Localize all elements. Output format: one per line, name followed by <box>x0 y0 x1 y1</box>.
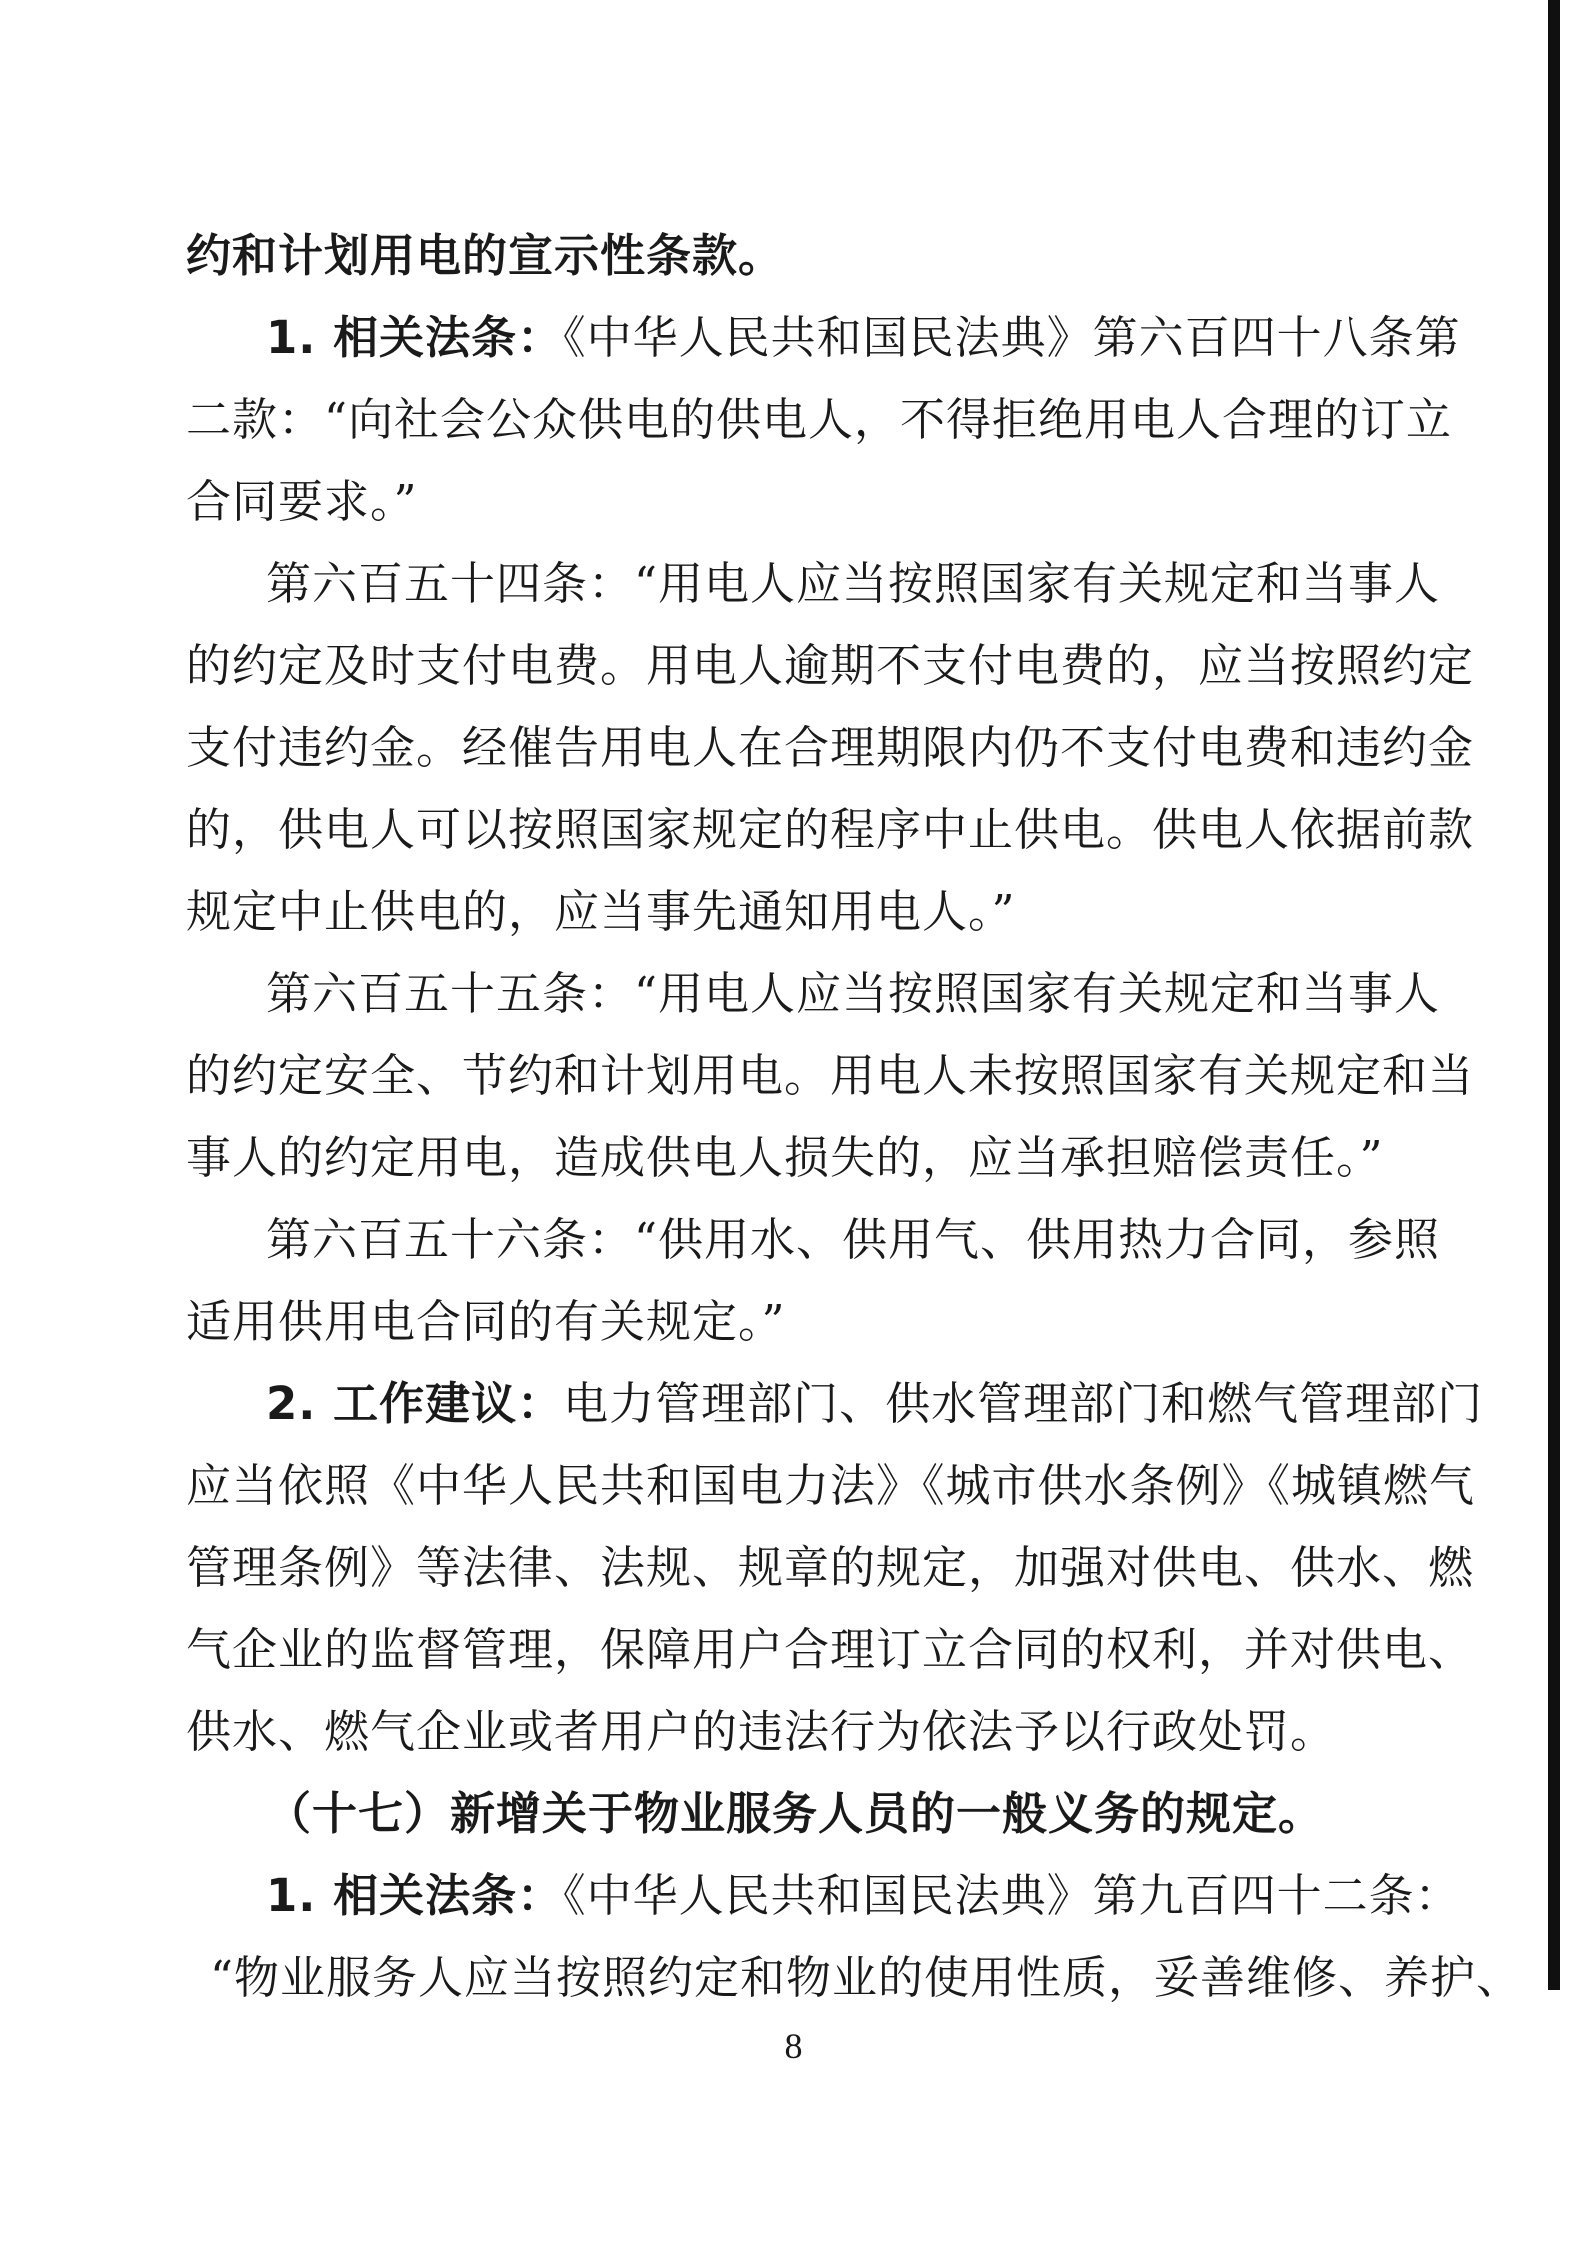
text-line: 支付违约金。经催告用电人在合理期限内仍不支付电费和违约金 <box>186 721 1475 774</box>
text-line: 的约定安全、节约和计划用电。用电人未按照国家有关规定和当 <box>186 1049 1475 1102</box>
text-run: 电力管理部门、供水管理部门和燃气管理部门 <box>563 1377 1484 1430</box>
text-run: 第六百四十八条第 <box>1092 311 1461 364</box>
text-line: 的，供电人可以按照国家规定的程序中止供电。供电人依据前款 <box>186 803 1475 856</box>
text-line: 第六百五十四条：“用电人应当按照国家有关规定和当事人 <box>266 557 1441 610</box>
text-line: 规定中止供电的，应当事先通知用电人。” <box>186 885 1016 938</box>
document-body <box>186 215 1523 2019</box>
text-line <box>186 297 1461 379</box>
text-line: 应当依照《中华人民共和国电力法》《城市供水条例》《城镇燃气 <box>186 1459 1476 1512</box>
text-run: 第九百四十二条： <box>1092 1869 1461 1922</box>
section-label: 1. 相关法条： <box>266 1869 564 1922</box>
text-line <box>186 1855 1461 1937</box>
text-line: 管理条例》等法律、法规、规章的规定，加强对供电、供水、燃 <box>186 1541 1475 1594</box>
text-line: 约和计划用电的宣示性条款。 <box>186 229 785 282</box>
text-line <box>186 1363 1484 1445</box>
text-line: 合同要求。” <box>186 475 418 528</box>
text-line: 第六百五十六条：“供用水、供用气、供用热力合同，参照 <box>266 1213 1441 1266</box>
law-title: 《中华人民共和国民法典》 <box>563 311 1093 364</box>
law-title: 《中华人民共和国民法典》 <box>563 1869 1093 1922</box>
text-line: 事人的约定用电，造成供电人损失的，应当承担赔偿责任。” <box>186 1131 1384 1184</box>
text-line: 适用供用电合同的有关规定。” <box>186 1295 786 1348</box>
scan-edge-bar <box>1548 0 1560 1990</box>
section-heading: （十七）新增关于物业服务人员的一般义务的规定。 <box>266 1787 1325 1840</box>
section-label: 2. 工作建议： <box>266 1377 564 1430</box>
text-line: 供水、燃气企业或者用户的违法行为依法予以行政处罚。 <box>186 1705 1337 1758</box>
text-line: “物业服务人应当按照约定和物业的使用性质，妥善维修、养护、 <box>210 1951 1523 2004</box>
section-label: 1. 相关法条： <box>266 311 564 364</box>
text-line: 二款：“向社会公众供电的供电人，不得拒绝用电人合理的订立 <box>186 393 1453 446</box>
text-line: 的约定及时支付电费。用电人逾期不支付电费的，应当按照约定 <box>186 639 1475 692</box>
page-number: 8 <box>784 2026 803 2066</box>
text-line: 气企业的监督管理，保障用户合理订立合同的权利，并对供电、 <box>186 1623 1475 1676</box>
text-line: 第六百五十五条：“用电人应当按照国家有关规定和当事人 <box>266 967 1441 1020</box>
